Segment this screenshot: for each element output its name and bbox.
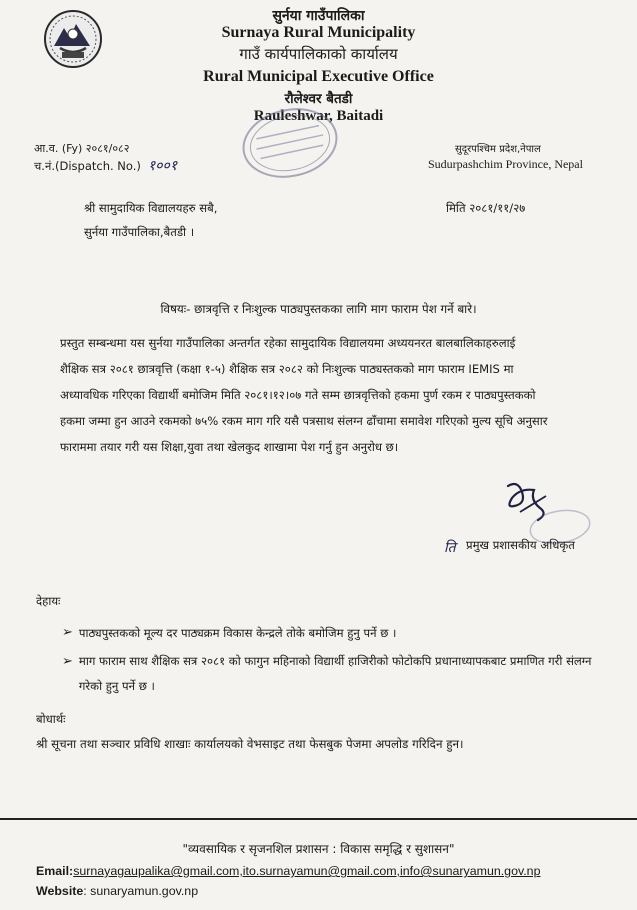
bodharth-line: श्री सूचना तथा सञ्चार प्रविधि शाखाः कार्यालयको वेभसाइट तथा फेसबुक पेजमा अपलोड गरिदिन हुन। <box>36 737 464 751</box>
body-line: फाराममा तयार गरी यस शिक्षा,युवा तथा खेलकुद शाखामा पेश गर्नु हुन अनुरोध छ। <box>60 440 399 454</box>
bodharth-heading: बोधार्थः <box>36 712 66 726</box>
place-english: Rauleshwar, Baitadi <box>253 108 384 124</box>
body-line: हकमा जम्मा हुन आउने रकमको ७५% रकम माग गरि यसै पत्रसाथ संलग्न ढाँचामा समावेश गरिएको मुल्य सूचि अनुसार <box>60 414 548 428</box>
fiscal-year: आ.व. (Fy) २०८१/०८२ <box>34 142 130 155</box>
footer-email-row <box>36 864 540 878</box>
subject-line: विषयः- छात्रवृत्ति र निःशुल्क पाठ्यपुस्तकका लागि माग फाराम पेश गर्ने बारे। <box>160 302 477 316</box>
dispatch-number: १००१ <box>148 158 178 174</box>
body-paragraph <box>60 330 616 460</box>
body-line: प्रस्तुत सम्बन्धमा यस सुर्नया गाउँपालिका अन्तर्गत रहेका सामुदायिक विद्यालयमा अध्ययनरत बालबालिकाहरुलाई <box>60 336 516 350</box>
recipient-line-2: सुर्नया गाउँपालिका,बैतडी । <box>84 225 195 239</box>
office-name-nepali: गाउँ कार्यपालिकाको कार्यालय <box>239 45 398 63</box>
signature-mark: ति <box>444 540 456 556</box>
email-label: Email: <box>36 864 74 878</box>
website-label: Website <box>36 884 84 898</box>
province-nepali: सुदूरपश्चिम प्रदेश,नेपाल <box>455 144 541 155</box>
footer-motto: "व्यवसायिक र सृजनशिल प्रशासन : विकास समृद्धि र सुशासन" <box>182 842 455 856</box>
municipality-name-english: Surnaya Rural Municipality <box>221 24 416 41</box>
recipient-line-1: श्री सामुदायिक विद्यालयहरु सबै, <box>84 201 218 215</box>
dehay-item-text: पाठ्यपुस्तकको मूल्य दर पाठ्यक्रम विकास केन्द्रले तोके बमोजिम हुनु पर्ने छ । <box>78 626 397 640</box>
dispatch-label: च.नं.(Dispatch. No.) <box>34 159 141 173</box>
email-links[interactable]: surnayagaupalika@gmail.com,ito.surnayamun@gmail.com,info@sunaryamun.gov.np <box>73 864 541 878</box>
body-line: शैक्षिक सत्र २०८१ छात्रवृत्ति (कक्षा १-५) शैक्षिक सत्र २०८२ को निःशुल्क पाठ्यस्तकको माग फाराम IEMIS मा <box>60 362 514 376</box>
arrow-bullet-icon: ➢ <box>62 654 73 669</box>
province-english: Sudurpashchim Province, Nepal <box>428 157 583 171</box>
footer-divider <box>0 818 637 820</box>
signatory-title: प्रमुख प्रशासकीय अधिकृत <box>466 538 575 552</box>
website-link[interactable]: : sunaryamun.gov.np <box>83 884 199 898</box>
office-name-english: Rural Municipal Executive Office <box>203 68 434 85</box>
dehay-item-2 <box>62 653 612 699</box>
dehay-item-text: माग फाराम साथ शैक्षिक सत्र २०८१ को फागुन महिनाको विद्यार्थी हाजिरीको फोटोकपि प्रधानाध्यापकबाट प्रमाणित गरी संलग्न गरेको हुनु पर्ने छ । <box>78 654 592 693</box>
dehay-item-1 <box>62 624 612 642</box>
municipality-name-nepali: सुर्नया गाउँपालिका <box>272 8 365 24</box>
dehay-heading: देहायः <box>36 594 61 608</box>
arrow-bullet-icon: ➢ <box>62 625 73 640</box>
place-nepali: रौलेश्वर बैतडी <box>284 91 353 107</box>
footer-website-row <box>36 884 198 898</box>
letter-date: मिति २०८१/११/२७ <box>446 201 526 215</box>
body-line: अध्यावधिक गरिएका विद्यार्थी बमोजिम मिति २०८१।१२।०७ गते सम्म छात्रवृत्तिको हकमा पुर्ण रकम र पाठ्यपुस्तकको <box>60 388 536 402</box>
